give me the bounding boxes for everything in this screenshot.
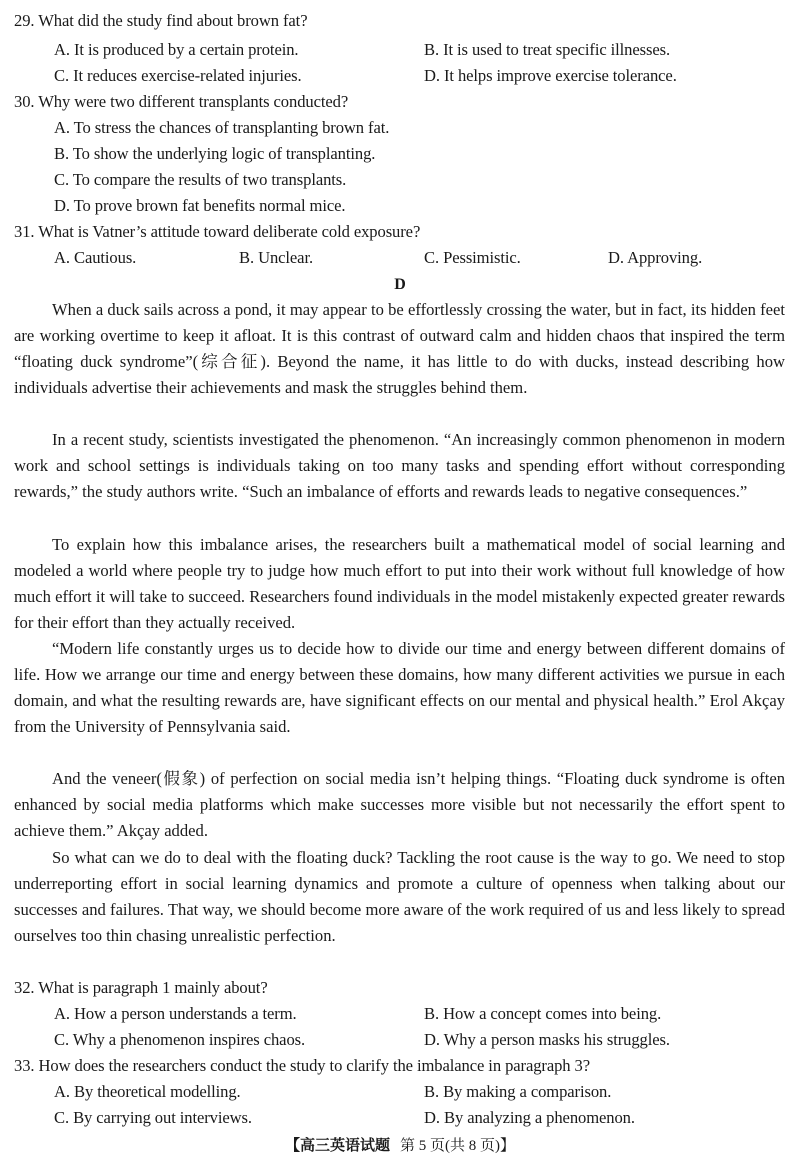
question-stem: 31. What is Vatner’s attitude toward deliberate cold exposure?	[14, 222, 421, 241]
page-footer	[0, 1133, 800, 1159]
section-heading: D	[394, 276, 406, 293]
option-d: D. Approving.	[608, 248, 703, 267]
option-c: C. By carrying out interviews.	[54, 1108, 252, 1127]
option-d: D. It helps improve exercise tolerance.	[424, 66, 677, 85]
footer-title: 【高三英语试题	[284, 1138, 390, 1154]
question-stem: 33. How does the researchers conduct the study to clarify the imbalance in paragraph 3?	[14, 1056, 591, 1075]
option-c: C. Why a phenomenon inspires chaos.	[54, 1030, 306, 1049]
option-a: A. Cautious.	[54, 248, 137, 267]
option-a: A. By theoretical modelling.	[54, 1082, 241, 1101]
option-b: B. How a concept comes into being.	[424, 1004, 662, 1023]
question-stem: 32. What is paragraph 1 mainly about?	[14, 978, 268, 997]
option-a: A. How a person understands a term.	[54, 1004, 297, 1023]
option-b: B. It is used to treat specific illnesses.	[424, 40, 671, 59]
option-a: A. It is produced by a certain protein.	[54, 40, 299, 59]
passage-paragraph-1: When a duck sails across a pond, it may appear to be effortlessly crossing the water, but in fact, its hidden feet are working overtime to keep it afloat. It is this contrast of outward calm and hidden chaos that inspired the term “floating duck syndrome”(综合征). Beyond the name, it has little to do with ducks, instead describing how individuals advertise their achievements and mask the struggles behind them.	[14, 300, 785, 397]
footer-page-number: 第 5 页(共 8 页)】	[400, 1138, 515, 1154]
option-d: D. Why a person masks his struggles.	[424, 1030, 670, 1049]
option-d: D. To prove brown fat benefits normal mice.	[54, 196, 346, 215]
passage-paragraph-4: “Modern life constantly urges us to decide how to divide our time and energy between different domains of life. How we arrange our time and energy between these domains, how many different activities we pursue in each domain, and what the resulting rewards are, have significant effects on our mental and physical health.” Erol Akçay from the University of Pennsylvania said.	[14, 639, 785, 736]
option-b: B. Unclear.	[239, 248, 314, 267]
passage-paragraph-3: To explain how this imbalance arises, the researchers built a mathematical model of social learning and modeled a world where people try to judge how much effort to put into their work without full knowledge of how much effort it will take to succeed. Researchers found individuals in the model mistakenly expected greater rewards for their effort than they actually received.	[14, 535, 785, 632]
option-a: A. To stress the chances of transplanting brown fat.	[54, 118, 390, 137]
question-stem: 30. Why were two different transplants conducted?	[14, 92, 349, 111]
option-c: C. Pessimistic.	[424, 248, 521, 267]
option-c: C. It reduces exercise-related injuries.	[54, 66, 302, 85]
question-stem: 29. What did the study find about brown fat?	[14, 11, 308, 30]
passage-paragraph-5: And the veneer(假象) of perfection on social media isn’t helping things. “Floating duck syndrome is often enhanced by social media platforms which make successes more visible but not necessarily the effort spent to achieve them.” Akçay added.	[14, 769, 785, 840]
passage-paragraph-6: So what can we do to deal with the floating duck? Tackling the root cause is the way to go. We need to stop underreporting effort in social learning dynamics and promote a culture of openness when talking about our successes and failures. That way, we should become more aware of the work required of us and less likely to spread ourselves too thin chasing unrealistic perfection.	[14, 848, 785, 945]
passage-paragraph-2: In a recent study, scientists investigated the phenomenon. “An increasingly common phenomenon in modern work and school settings is individuals taking on too many tasks and spending effort without corresponding rewards,” the study authors write. “Such an imbalance of efforts and rewards leads to negative consequences.”	[14, 430, 785, 501]
option-b: B. To show the underlying logic of transplanting.	[54, 144, 376, 163]
option-b: B. By making a comparison.	[424, 1082, 612, 1101]
option-c: C. To compare the results of two transplants.	[54, 170, 347, 189]
option-d: D. By analyzing a phenomenon.	[424, 1108, 635, 1127]
